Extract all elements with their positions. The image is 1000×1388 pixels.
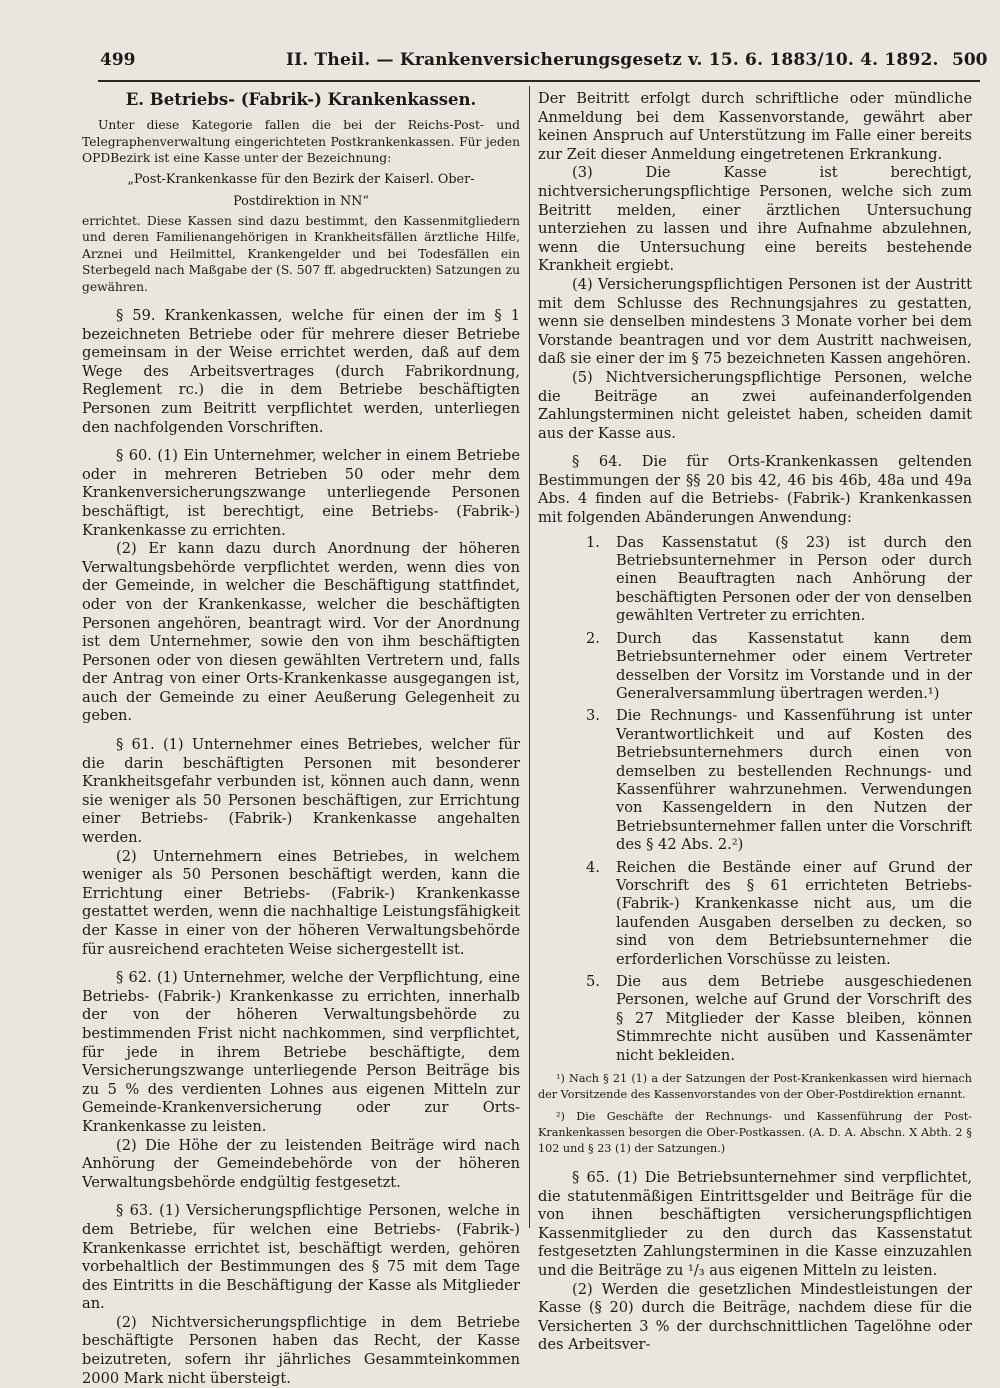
footnote-2: ²) Die Geschäfte der Rechnungs- und Kassenführung der Post-Krankenkassen besorgen die Ober-Postkassen. (A. D. A. Abschn. X Abth. 2 § 102 und § 23 (1) der Satzungen.) — [538, 1110, 972, 1156]
list-item: 5. Die aus dem Betriebe ausgeschiedenen Personen, welche auf Grund der Vorschrift des § 27 Mitglieder der Kasse bleiben, können Stimmrechte nicht ausüben und Kassenämter nicht bekleiden. — [586, 973, 972, 1064]
paragraph-60-2: (2) Er kann dazu durch Anordnung der höheren Verwaltungsbehörde verpflichtet werden, wenn dies von der Gemeinde, in welcher die Beschäftigung stattfindet, oder von der Krankenkasse, welcher die beschäftigten Personen angehören, beantragt wird. Vor der Anordnung ist dem Unternehmer, sowie den von ihm beschäftigten Personen oder von diesen gewählten Vertretern und, falls der Antrag von einer Orts-Krankenkasse ausgegangen ist, auch der Gemeinde zu einer Aeußerung Gelegenheit zu geben. — [82, 540, 520, 725]
paragraph-63-3: (3) Die Kasse ist berechtigt, nichtversicherungspflichtige Personen, welche sich zum Beitritt melden, einer ärztlichen Untersuchung unterziehen zu lassen und ihre Aufnahme abzulehnen, wenn die Untersuchung eine bereits bestehende Krankheit ergiebt. — [538, 164, 972, 275]
paragraph-65-2: (2) Werden die gesetzlichen Mindestleistungen der Kasse (§ 20) durch die Beiträge, nachdem diese für die Versicherten 3 % der durchschnittlichen Tagelöhne oder des Arbeitsver- — [538, 1280, 972, 1354]
paragraph-65-1: § 65. (1) Die Betriebsunternehmer sind verpflichtet, die statutenmäßigen Eintrittsgelder und Beiträge für die von ihnen beschäftigten versicherungspflichtigen Kassenmitglieder zu den durch das Kassenstatut festgesetzten Zahlungsterminen in die Kasse einzuzahlen und die Beiträge zu ¹/₃ aus eigenen Mitteln zu leisten. — [538, 1169, 972, 1279]
paragraph-61-2: (2) Unternehmern eines Betriebes, in welchem weniger als 50 Personen beschäftigt werden, kann die Errichtung einer Betriebs- (Fabrik-) Krankenkasse gestattet werden, wenn die nachhaltige Leistungsfähigkeit der Kasse in einer von der höheren Verwaltungsbehörde für ausreichend erachteten Weise sichergestellt ist. — [82, 847, 520, 958]
paragraph-63-2-continued: Der Beitritt erfolgt durch schriftliche oder mündliche Anmeldung bei dem Kassenvorstande, gewährt aber keinen Anspruch auf Unterstützung im Falle einer bereits zur Zeit dieser Anmeldung eingetretenen Erkrankung. — [538, 90, 972, 163]
paragraph-64: § 64. Die für Orts-Krankenkassen geltenden Bestimmungen der §§ 20 bis 42, 46 bis 46b, 48a und 49a Abs. 4 finden auf die Betriebs- (Fabrik-) Krankenkassen mit folgenden Abänderungen Anwendung: — [538, 453, 972, 527]
paragraph-60-1: § 60. (1) Ein Unternehmer, welcher in einem Betriebe oder in mehreren Betrieben 50 oder mehr dem Krankenversicherungszwange unterliegende Personen beschäftigt, ist berechtigt, eine Betriebs- (Fabrik-) Krankenkasse zu errichten. — [82, 447, 520, 539]
paragraph-62-2: (2) Die Höhe der zu leistenden Beiträge wird nach Anhörung der Gemeindebehörde von der höheren Verwaltungsbehörde endgültig festgesetzt. — [82, 1136, 520, 1191]
paragraph-63-5: (5) Nichtversicherungspflichtige Personen, welche die Beiträge an zwei aufeinanderfolgenden Zahlungsterminen nicht geleistet haben, scheiden damit aus der Kasse aus. — [538, 368, 972, 442]
page-number-left: 499 — [100, 50, 136, 70]
page-number-right: 500 — [952, 50, 988, 70]
amendment-list — [538, 534, 972, 1065]
list-item: 1. Das Kassenstatut (§ 23) ist durch den Betriebsunternehmer in Person oder durch einen Beauftragten nach Anhörung der beschäftigten Personen oder der von denselben gewählten Vertreter zu errichten. — [586, 533, 972, 625]
list-item: 3. Die Rechnungs- und Kassenführung ist unter Verantwortlichkeit und auf Kosten des Betriebsunternehmers durch einen von demselben zu bestellenden Rechnungs- und Kassenführer wahrzunehmen. Verwendungen von Kassengeldern in den Nutzen der Betriebsunternehmer fallen unter die Vorschrift des § 42 Abs. 2.²) — [586, 707, 972, 854]
paragraph-63-2: (2) Nichtversicherungspflichtige in dem Betriebe beschäftigte Personen haben das Recht, der Kasse beizutreten, sofern ihr jährliches Gesammteinkommen 2000 Mark nicht übersteigt. — [82, 1313, 520, 1387]
running-title: II. Theil. — Krankenversicherungsgesetz v. 15. 6. 1883/10. 4. 1892. — [286, 50, 939, 70]
right-column — [538, 90, 972, 1355]
paragraph-62-1: § 62. (1) Unternehmer, welche der Verpflichtung, eine Betriebs- (Fabrik-) Krankenkasse zu errichten, innerhalb der von der höheren Verwaltungsbehörde zu bestimmenden Frist nicht nachkommen, sind verpflichtet, für jede in ihrem Betriebe beschäftigte, dem Versicherungszwange unterliegende Person Beiträge bis zu 5 % des verdienten Lohnes aus eigenen Mitteln zur Gemeinde-Krankenversicherung oder zur Orts-Krankenkasse zu leisten. — [82, 969, 520, 1135]
quoted-designation: „Post-Krankenkasse für den Bezirk der Kaiserl. Ober-Postdirektion in NN“ — [127, 171, 475, 209]
intro-paragraph-continued: errichtet. Diese Kassen sind dazu bestimmt, den Kassenmitgliedern und deren Familienangehörigen in Krankheitsfällen ärztliche Hilfe, Arznei und Heilmittel, Krankengelder und bei Todesfällen ein Sterbegeld nach Maßgabe der (S. 507 ff. abgedruckten) Satzungen zu gewähren. — [82, 213, 520, 294]
paragraph-61-1: § 61. (1) Unternehmer eines Betriebes, welcher für die darin beschäftigten Personen mit besonderer Krankheitsgefahr verbunden ist, können auch dann, wenn sie weniger als 50 Personen beschäftigen, zur Errichtung einer Betriebs- (Fabrik-) Krankenkasse angehalten werden. — [82, 736, 520, 847]
page-header — [0, 50, 1000, 78]
left-column — [82, 90, 520, 1388]
footnote-1: ¹) Nach § 21 (1) a der Satzungen der Post-Krankenkassen wird hiernach der Vorsitzende des Kassenvorstandes von der Ober-Postdirektion ernannt. — [538, 1072, 972, 1102]
column-divider — [529, 86, 530, 1228]
paragraph-59: § 59. Krankenkassen, welche für einen der im § 1 bezeichneten Betriebe oder für mehrere dieser Betriebe gemeinsam in der Weise errichtet werden, daß auf dem Wege des Arbeitsvertrages (durch Fabrikordnung, Reglement rc.) die in dem Betriebe beschäftigten Personen zum Beitritt verpflichtet werden, unterliegen den nachfolgenden Vorschriften. — [82, 307, 520, 436]
section-title: E. Betriebs- (Fabrik-) Krankenkassen. — [125, 90, 477, 109]
header-rule — [98, 80, 980, 82]
list-item: 4. Reichen die Bestände einer auf Grund der Vorschrift des § 61 errichteten Betriebs- (Fabrik-) Krankenkasse nicht aus, um die laufenden Ausgaben derselben zu decken, so sind von dem Betriebsunternehmer die erforderlichen Vorschüsse zu leisten. — [586, 858, 972, 968]
paragraph-63-1: § 63. (1) Versicherungspflichtige Personen, welche in dem Betriebe, für welchen eine Betriebs- (Fabrik-) Krankenkasse errichtet ist, beschäftigt werden, gehören vorbehaltlich der Bestimmungen des § 75 mit dem Tage des Eintritts in die Beschäftigung der Kasse als Mitglieder an. — [82, 1202, 520, 1313]
intro-paragraph: Unter diese Kategorie fallen die bei der Reichs-Post- und Telegraphenverwaltung eingerichteten Postkrankenkassen. Für jeden OPDBezirk ist eine Kasse unter der Bezeichnung: — [82, 118, 520, 165]
paragraph-63-4: (4) Versicherungspflichtigen Personen ist der Austritt mit dem Schlusse des Rechnungsjahres zu gestatten, wenn sie denselben mindestens 3 Monate vorher bei dem Vorstande beantragen und vor dem Austritt nachweisen, daß sie einer der im § 75 bezeichneten Kassen angehören. — [538, 275, 972, 368]
list-item: 2. Durch das Kassenstatut kann dem Betriebsunternehmer oder einem Vertreter desselben der Vorsitz im Vorstande und in der Generalversammlung übertragen werden.¹) — [586, 629, 972, 702]
